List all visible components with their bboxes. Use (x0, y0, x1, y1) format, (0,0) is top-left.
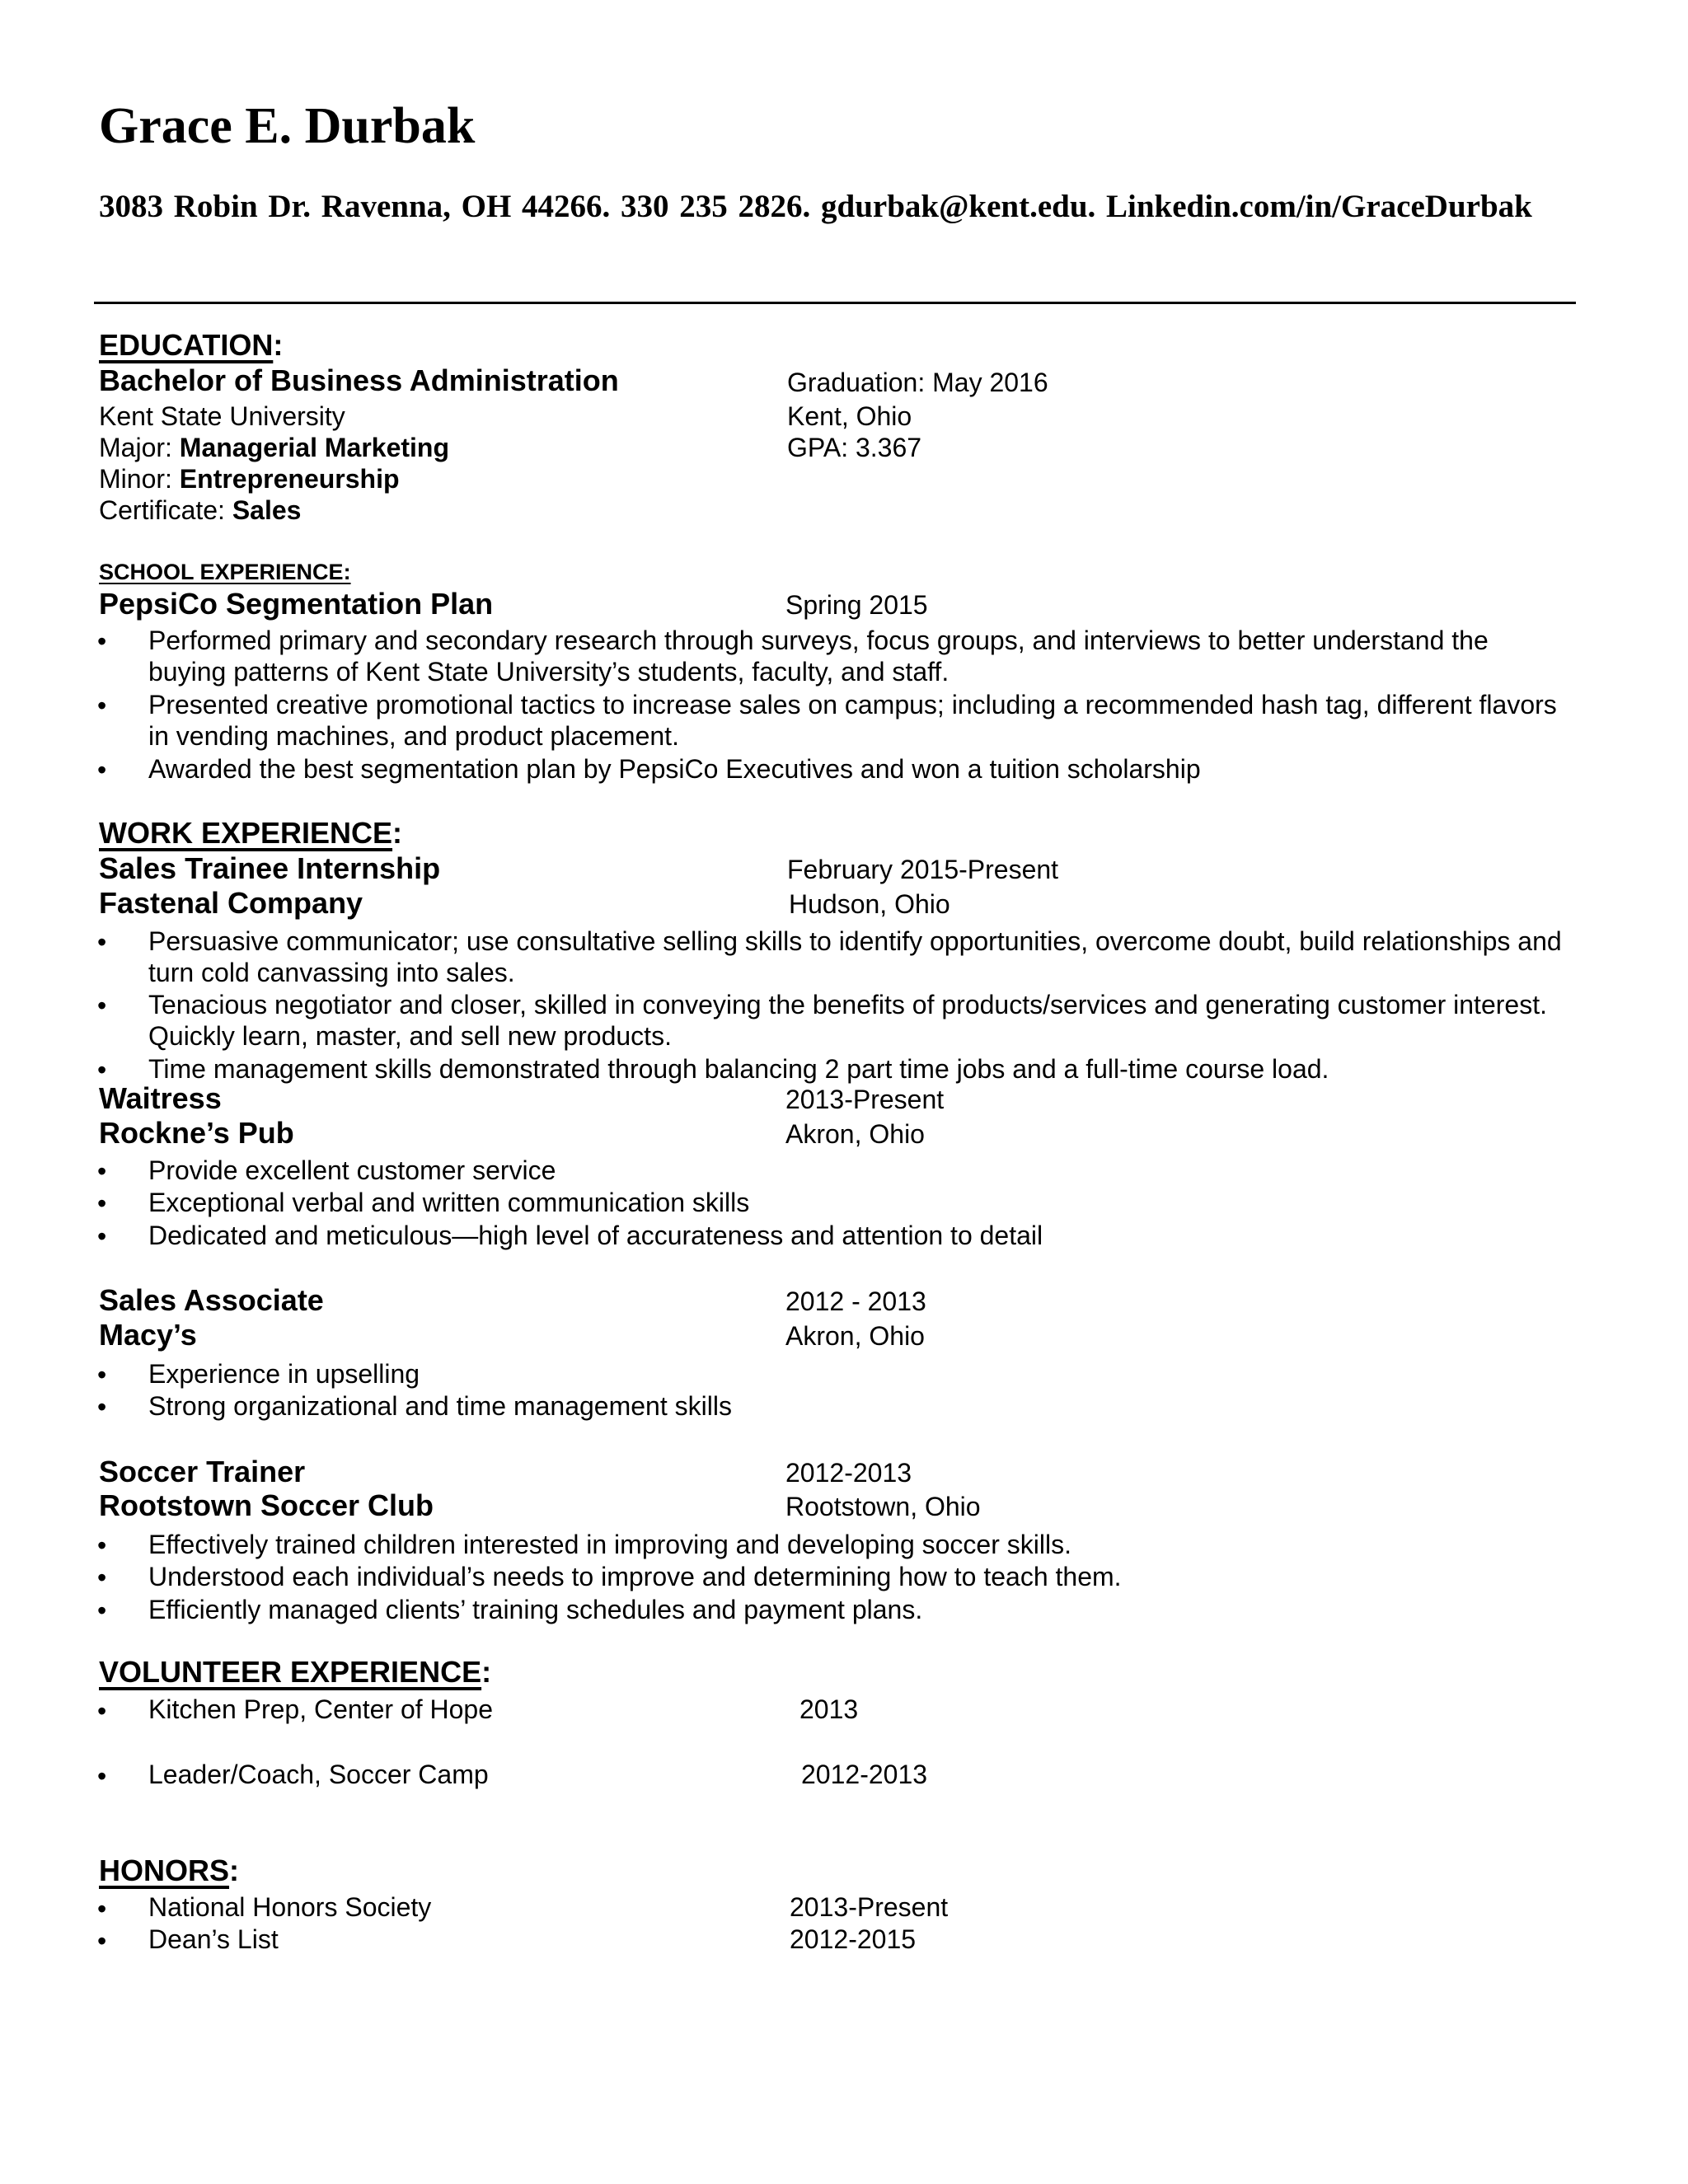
bullet: • (97, 1926, 107, 1956)
school-location: Kent, Ohio (787, 401, 912, 431)
list-item: Effectively trained children interested in improving and developing soccer skills. (148, 1530, 1071, 1559)
bullet: • (97, 755, 107, 785)
job-location: Hudson, Ohio (789, 889, 950, 919)
bullet: • (97, 1360, 107, 1390)
list-item: Persuasive communicator; use consultative selling skills to identify opportunities, overcome doubt, build relationships and turn cold canvassing into sales. (148, 926, 1562, 987)
bullet: • (97, 1894, 107, 1924)
list-item: Time management skills demonstrated through balancing 2 part time jobs and a full-time course load. (148, 1054, 1329, 1084)
bullet: • (97, 1221, 107, 1251)
list-item: Strong organizational and time management skills (148, 1391, 732, 1421)
bullet: • (97, 991, 107, 1020)
honor-item: National Honors Society (148, 1892, 432, 1922)
honor-item: Dean’s List (148, 1924, 279, 1954)
volunteer-heading: VOLUNTEER EXPERIENCE: (99, 1655, 492, 1689)
job-date: 2012-2013 (785, 1458, 912, 1488)
job-role: Soccer Trainer (99, 1455, 306, 1488)
bullet: • (97, 626, 107, 656)
bullet: • (97, 1596, 107, 1625)
job-role: Waitress (99, 1081, 222, 1115)
school-name: Kent State University (99, 401, 345, 431)
certificate-line: Certificate: Sales (99, 495, 302, 525)
list-item: Presented creative promotional tactics to increase sales on campus; including a recommended hash tag, different flavors in vending machines, and product placement. (148, 690, 1557, 751)
major-line: Major: Managerial Marketing (99, 433, 449, 462)
work-experience-heading: WORK EXPERIENCE: (99, 816, 403, 850)
list-item: Dedicated and meticulous—high level of accurateness and attention to detail (148, 1221, 1043, 1250)
volunteer-item: Leader/Coach, Soccer Camp (148, 1760, 489, 1789)
bullet: • (97, 1055, 107, 1085)
job-company: Rootstown Soccer Club (99, 1488, 434, 1522)
honors-heading: HONORS: (99, 1854, 240, 1887)
bullet: • (97, 1156, 107, 1186)
header-divider (94, 302, 1576, 304)
bullet: • (97, 1563, 107, 1592)
list-item: Performed primary and secondary research through surveys, focus groups, and interviews to better understand the buying patterns of Kent State University’s students, faculty, and staff. (148, 626, 1489, 687)
degree-title: Bachelor of Business Administration (99, 363, 619, 397)
project-date: Spring 2015 (785, 590, 928, 620)
gpa: GPA: 3.367 (787, 433, 922, 462)
bullet: • (97, 927, 107, 957)
bullet: • (97, 1696, 107, 1726)
job-date: 2013-Present (785, 1085, 945, 1114)
bullet: • (97, 691, 107, 720)
honor-date: 2012-2015 (790, 1924, 917, 1954)
list-item: Tenacious negotiator and closer, skilled in conveying the benefits of products/services and generating customer interest. Quickly learn, master, and sell new products. (148, 990, 1547, 1051)
job-location: Rootstown, Ohio (785, 1492, 981, 1521)
volunteer-item: Kitchen Prep, Center of Hope (148, 1694, 494, 1724)
job-role: Sales Trainee Internship (99, 851, 441, 885)
list-item: Efficiently managed clients’ training schedules and payment plans. (148, 1595, 923, 1624)
job-company: Rockne’s Pub (99, 1116, 294, 1150)
bullet: • (97, 1761, 107, 1791)
job-company: Fastenal Company (99, 886, 363, 920)
resume-name: Grace E. Durbak (99, 98, 476, 154)
volunteer-date: 2013 (799, 1694, 859, 1724)
bullet: • (97, 1188, 107, 1218)
school-experience-heading: SCHOOL EXPERIENCE: (99, 560, 351, 584)
list-item: Provide excellent customer service (148, 1155, 556, 1185)
job-date: 2012 - 2013 (785, 1286, 926, 1316)
volunteer-date: 2012-2013 (801, 1760, 928, 1789)
list-item: Exceptional verbal and written communication skills (148, 1188, 750, 1217)
minor-line: Minor: Entrepreneurship (99, 464, 400, 494)
job-role: Sales Associate (99, 1283, 324, 1317)
job-company: Macy’s (99, 1318, 197, 1352)
bullet: • (97, 1392, 107, 1422)
education-heading: EDUCATION: (99, 328, 284, 362)
project-title: PepsiCo Segmentation Plan (99, 587, 494, 621)
list-item: Understood each individual’s needs to improve and determining how to teach them. (148, 1562, 1122, 1591)
list-item: Awarded the best segmentation plan by PepsiCo Executives and won a tuition scholarship (148, 754, 1201, 784)
graduation-date: Graduation: May 2016 (787, 368, 1048, 397)
list-item: Experience in upselling (148, 1359, 420, 1389)
bullet: • (97, 1530, 107, 1560)
contact-line: 3083 Robin Dr. Ravenna, OH 44266. 330 235 2826. gdurbak@kent.edu. Linkedin.com/in/GraceDurbak (99, 189, 1532, 224)
honor-date: 2013-Present (790, 1892, 949, 1922)
job-location: Akron, Ohio (785, 1321, 925, 1351)
job-date: February 2015-Present (787, 855, 1059, 884)
job-location: Akron, Ohio (785, 1119, 925, 1149)
